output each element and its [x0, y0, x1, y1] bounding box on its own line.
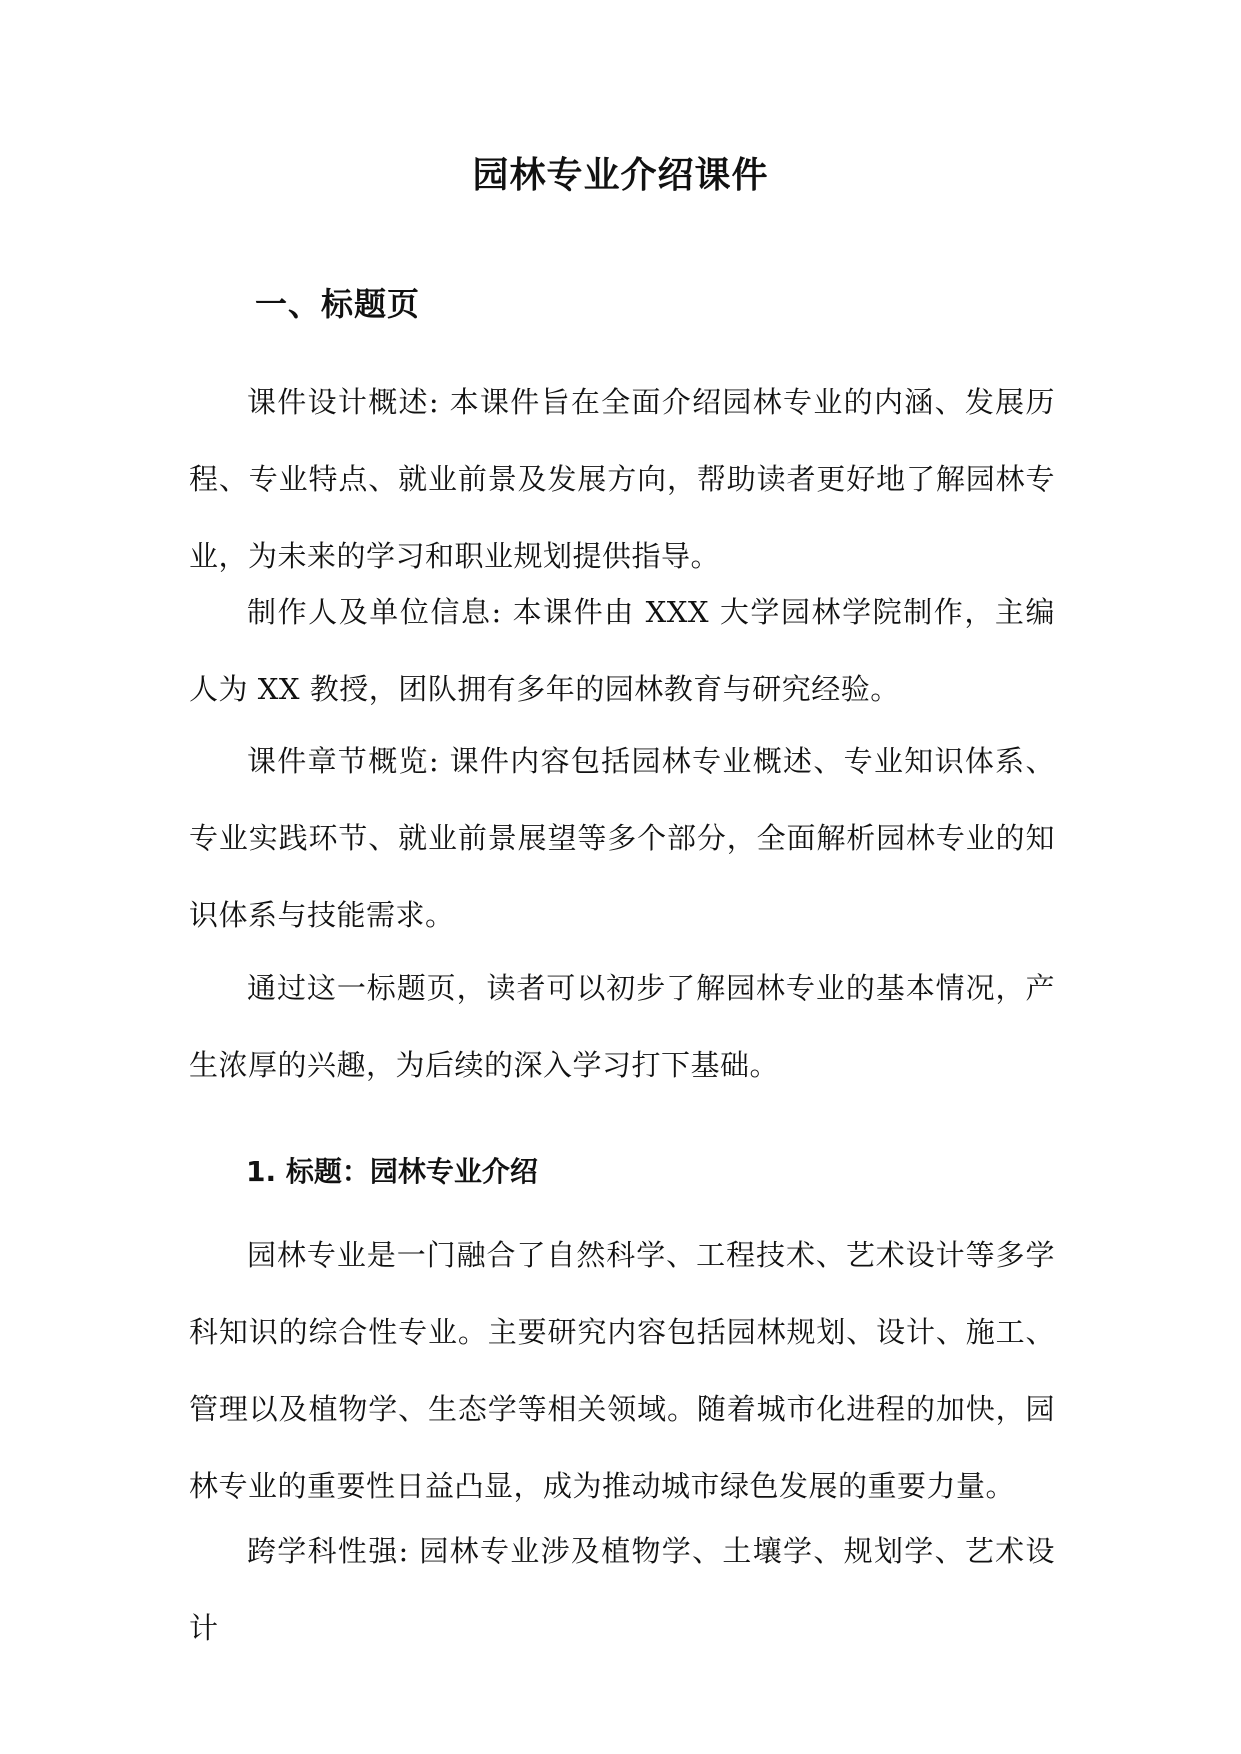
subsection-heading-intro: 1. 标题：园林专业介绍 — [246, 1155, 538, 1188]
paragraph-major-intro: 园林专业是一门融合了自然科学、工程技术、艺术设计等多学科知识的综合性专业。主要研究内容包括园林规划、设计、施工、管理以及植物学、生态学等相关领域。随着城市化进程的加快，园林专业的重要性日益凸显，成为推动城市绿色发展的重要力量。 — [189, 1238, 1055, 1503]
paragraph-author-info: 制作人及单位信息: 本课件由 XXX 大学园林学院制作，主编人为 XX 教授，团队拥有多年的园林教育与研究经验。 — [189, 595, 1055, 706]
section-heading-title-page: 一、标题页 — [255, 285, 421, 323]
paragraph-title-page-summary: 通过这一标题页，读者可以初步了解园林专业的基本情况，产生浓厚的兴趣，为后续的深入学习打下基础。 — [189, 971, 1055, 1082]
paragraph-chapter-overview: 课件章节概览: 课件内容包括园林专业概述、专业知识体系、专业实践环节、就业前景展望等多个部分，全面解析园林专业的知识体系与技能需求。 — [189, 744, 1055, 932]
paragraph-course-overview: 课件设计概述: 本课件旨在全面介绍园林专业的内涵、发展历程、专业特点、就业前景及发展方向，帮助读者更好地了解园林专业，为未来的学习和职业规划提供指导。 — [189, 385, 1055, 573]
paragraph-interdisciplinary: 跨学科性强: 园林专业涉及植物学、土壤学、规划学、艺术设计 — [189, 1534, 1055, 1645]
document-title: 园林专业介绍课件 — [472, 155, 769, 196]
